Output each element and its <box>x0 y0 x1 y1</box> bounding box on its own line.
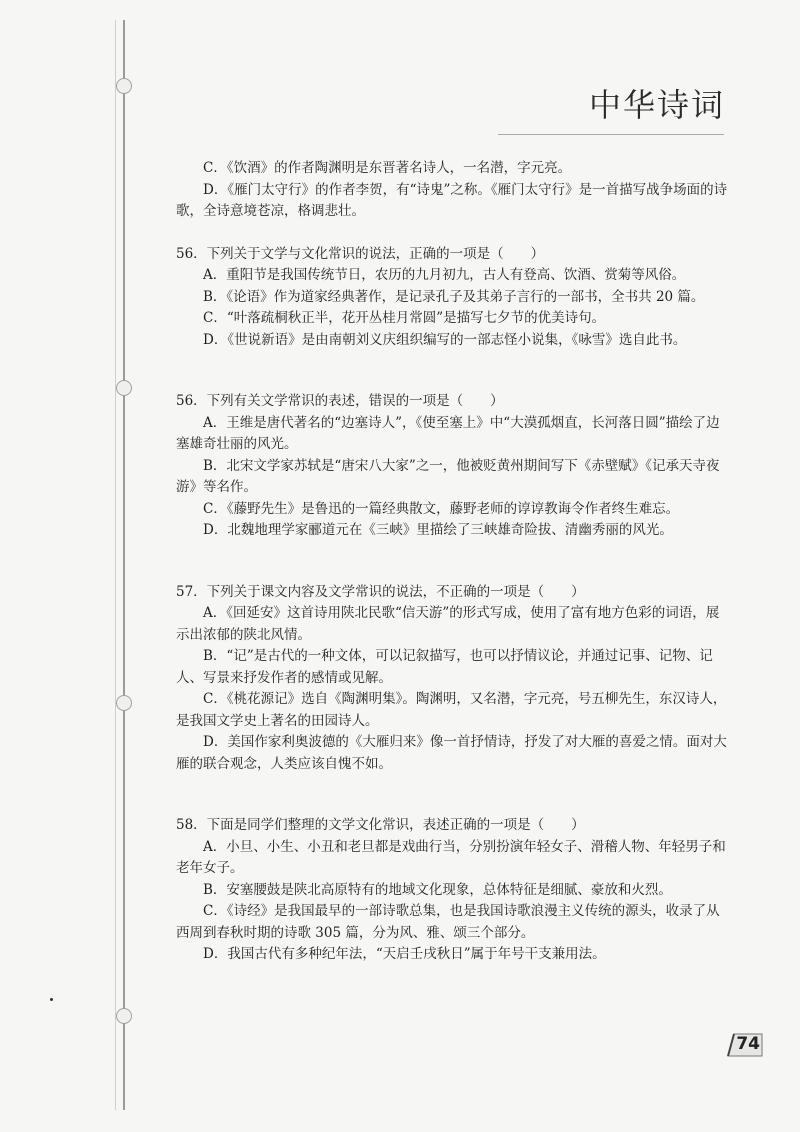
question-block <box>176 582 728 776</box>
option-a: A．王维是唐代著名的“边塞诗人”，《使至塞上》中“大漠孤烟直，长河落日圆”描绘了边塞雄奇壮丽的风光。 <box>176 414 720 452</box>
binding-ring <box>116 695 132 711</box>
option-b: B．安塞腰鼓是陕北高原特有的地域文化现象，总体特征是细腻、豪放和火烈。 <box>203 881 672 898</box>
option-c: C．《饮酒》的作者陶渊明是东晋著名诗人，一名潜，字元亮。 <box>203 160 572 176</box>
binding-edge <box>115 20 116 1110</box>
option-c: C．《诗经》是我国最早的一部诗歌总集，也是我国诗歌浪漫主义传统的源头，收录了从西周到春秋时期的诗歌 305 篇，分为风、雅、颂三个部分。 <box>176 903 720 941</box>
option-b: B．北宋文学家苏轼是“唐宋八大家”之一，他被贬黄州期间写下《赤壁赋》《记承天寺夜游》等名作。 <box>176 457 720 495</box>
option-a: A．重阳节是我国传统节日，农历的九月初九，古人有登高、饮酒、赏菊等风俗。 <box>203 267 686 283</box>
binding-ring <box>116 380 132 396</box>
page-number: 74 <box>736 1034 760 1054</box>
option-b: B．“记”是古代的一种文体，可以记叙描写，也可以抒情议论，并通过记事、记物、记人、写景来抒发作者的感情或见解。 <box>176 648 713 686</box>
option-d: D．《雁门太守行》的作者李贺，有“诗鬼”之称。《雁门太守行》是一首描写战争场面的诗歌，全诗意境苍凉，格调悲壮。 <box>176 181 728 219</box>
option-a: A．《回延安》这首诗用陕北民歌“信天游”的形式写成，使用了富有地方色彩的词语，展示出浓郁的陕北风情。 <box>176 605 720 643</box>
document-body <box>176 158 728 966</box>
question-stem: 58．下面是同学们整理的文学文化常识，表述正确的一项是（ ） <box>176 817 585 833</box>
option-c: C．《桃花源记》选自《陶渊明集》。陶渊明，又名潜，字元亮，号五柳先生，东汉诗人，是我国文学史上著名的田园诗人。 <box>176 691 727 729</box>
binding-ring <box>116 1008 132 1024</box>
page-title: 中华诗词 <box>588 86 725 124</box>
option-d: D．北魏地理学家郦道元在《三峡》里描绘了三峡雄奇险拔、清幽秀丽的风光。 <box>203 522 673 538</box>
option-b: B．《论语》作为道家经典著作，是记录孔子及其弟子言行的一部书，全书共 20 篇。 <box>203 288 705 305</box>
option-c: C．《藤野先生》是鲁迅的一篇经典散文，藤野老师的谆谆教诲令作者终生难忘。 <box>203 500 680 517</box>
option-d: D．美国作家利奥波德的《大雁归来》像一首抒情诗，抒发了对大雁的喜爱之情。面对大雁的联合观念，人类应该自愧不如。 <box>176 734 727 772</box>
question-block <box>176 391 728 542</box>
option-d: D．我国古代有多种纪年法，“天启壬戌秋日”属于年号干支兼用法。 <box>203 946 606 962</box>
binding-line <box>123 20 125 1110</box>
question-stem: 57．下列关于课文内容及文学常识的说法，不正确的一项是（ ） <box>176 583 585 600</box>
question-stem: 56．下列关于文学与文化常识的说法，正确的一项是（ ） <box>176 245 545 262</box>
option-a: A．小旦、小生、小丑和老旦都是戏曲行当，分别扮演年轻女子、滑稽人物、年轻男子和老年女子。 <box>176 838 726 876</box>
option-d: D．《世说新语》是由南朝刘义庆组织编写的一部志怪小说集，《咏雪》选自此书。 <box>203 331 687 348</box>
question-stem: 56．下列有关文学常识的表述，错误的一项是（ ） <box>176 393 504 409</box>
question-block <box>176 815 728 966</box>
scan-mark <box>50 998 53 1001</box>
question-block <box>176 244 728 352</box>
header-rule <box>498 134 724 135</box>
option-c: C．“叶落疏桐秋正半，花开丛桂月常圆”是描写七夕节的优美诗句。 <box>203 310 606 326</box>
binding-ring <box>116 78 132 94</box>
